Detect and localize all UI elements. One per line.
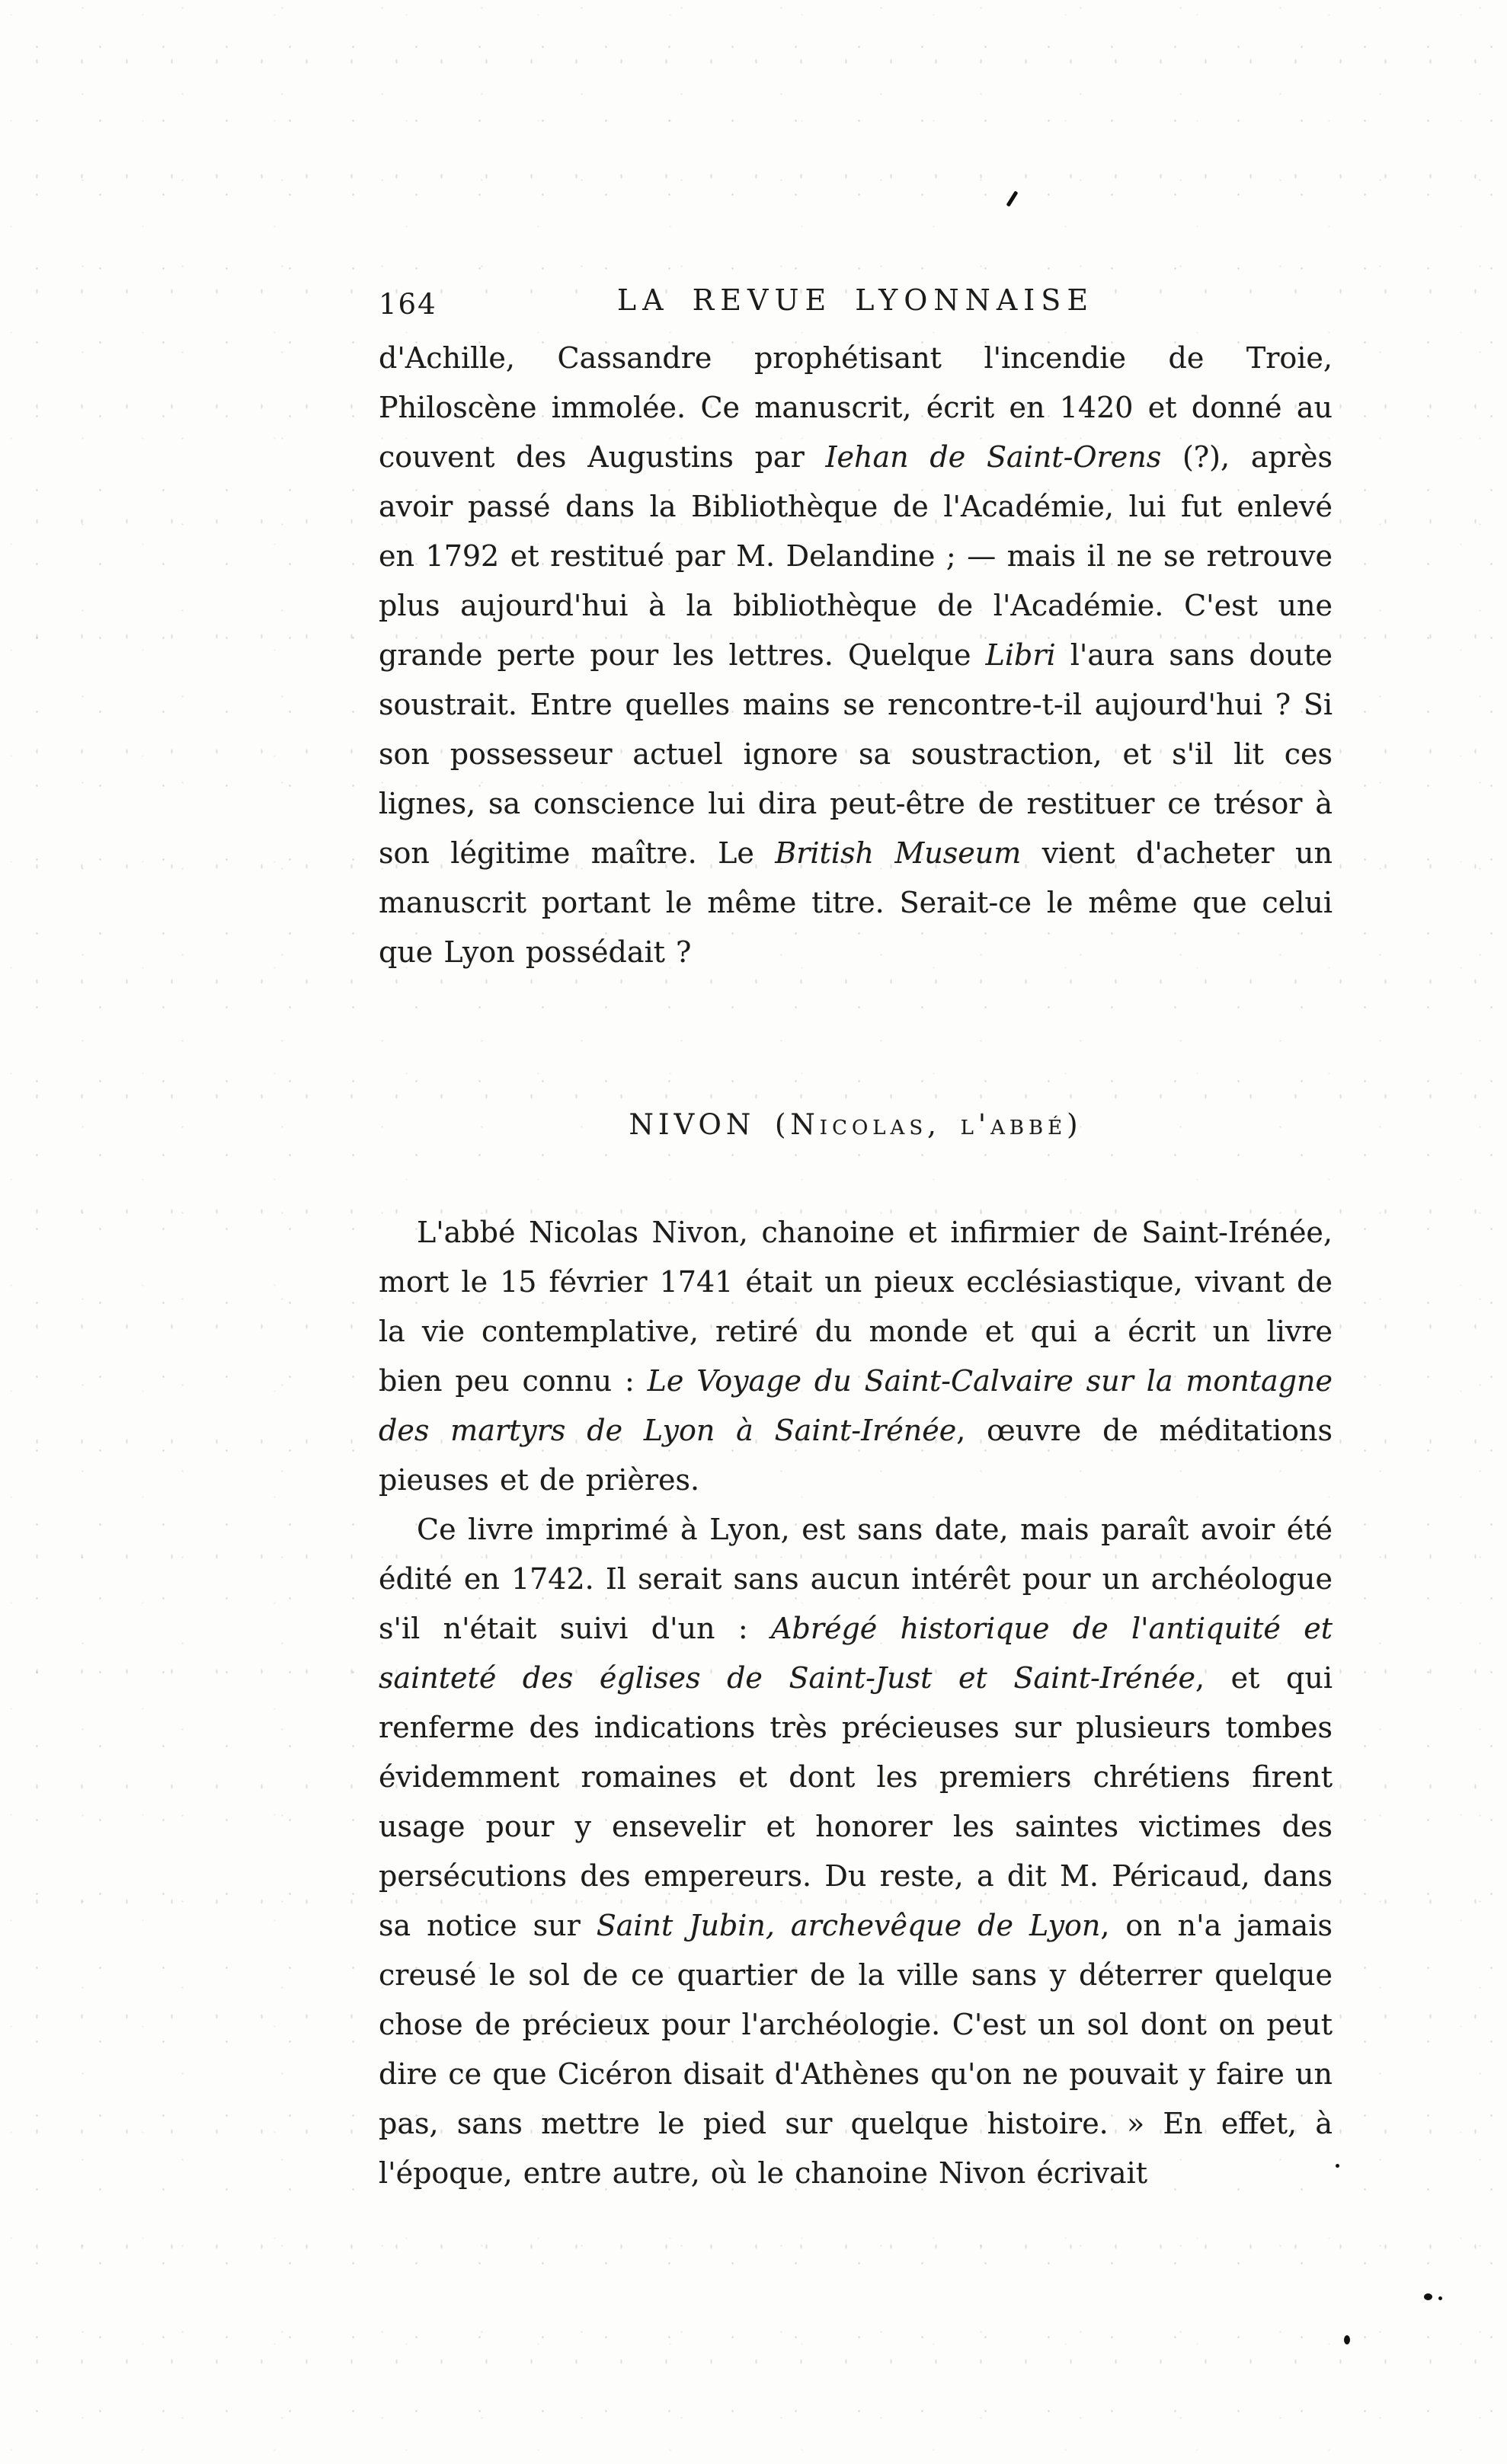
italic-run: Abrégé historique de l'antiquité et sainteté des églises de Saint-Just et Saint-Irénée <box>379 1612 1333 1695</box>
text-run: Ce livre imprimé à Lyon, est sans date, mais paraît avoir été édité en 1742. Il serait sans aucun intérêt pour un archéologue s'il n'était suivi d'un : <box>379 1513 1333 1645</box>
text-run: , on n'a jamais creusé le sol de ce quartier de la ville sans y déterrer quelque chose de précieux pour l'archéologie. C'est un sol dont on peut dire ce que Cicéron disait d'Athènes qu'on ne pouvait y faire un pas, sans mettre le pied sur quelque histoire. » En effet, à l'époque, entre autre, où le chanoine Nivon écrivait <box>379 1909 1333 2190</box>
text-run: , œuvre de méditations pieuses et de prières. <box>379 1414 1333 1497</box>
running-header <box>379 283 1333 323</box>
page-number: 164 <box>379 288 437 321</box>
text-run: (?), après avoir passé dans la Bibliothèque de l'Académie, lui fut enlevé en 1792 et restitué par M. Delandine ; — mais il ne se retrouve plus aujourd'hui à la bibliothèque de l'Académie. C'est une grande perte pour les lettres. Quelque <box>379 440 1333 672</box>
italic-run: Iehan de Saint-Orens <box>825 440 1162 474</box>
scan-scratch-mark <box>1006 190 1019 206</box>
ink-speck <box>1336 2164 1339 2168</box>
text-run: d'Achille, Cassandre prophétisant l'incendie de Troie, Philoscène immolée. Ce manuscrit, écrit en 1420 et donné au couvent des Augustins par <box>379 341 1333 474</box>
text-run: l'aura sans doute soustrait. Entre quelles mains se rencontre-t-il aujourd'hui ? Si son possesseur actuel ignore sa soustraction, et s'il lit ces lignes, sa conscience lui dira peut-être de restituer ce trésor à son légitime maître. Le <box>379 638 1333 870</box>
italic-run: Le Voyage du Saint-Calvaire sur la montagne des martyrs de Lyon à Saint-Irénée <box>379 1364 1333 1447</box>
text-run: L'abbé Nicolas Nivon, chanoine et infirmier de Saint-Irénée, mort le 15 février 1741 était un pieux ecclésiastique, vivant de la vie contemplative, retiré du monde et qui a écrit un livre bien peu connu : <box>379 1216 1333 1398</box>
ink-speck <box>1438 2296 1442 2300</box>
ink-speck <box>1424 2293 1432 2300</box>
text-run: , et qui renferme des indications très précieuses sur plusieurs tombes évidemment romaines et dont les premiers chrétiens firent usage pour y ensevelir et honorer les saintes victimes des persécutions des empereurs. Du reste, a dit M. Péricaud, dans sa notice sur <box>379 1661 1333 1942</box>
italic-run: Libri <box>985 638 1056 672</box>
text-column <box>379 334 1333 2198</box>
text-run: vient d'acheter un manuscrit portant le même titre. Serait-ce le même que celui que Lyon possédait ? <box>379 836 1333 969</box>
italic-run: British Museum <box>775 836 1022 870</box>
nivon-intro-paragraph <box>379 1208 1333 1505</box>
journal-title: LA REVUE LYONNAISE <box>616 283 1095 317</box>
section-heading-nivon: NIVON (Nicolas, l'abbé) <box>629 1108 1083 1141</box>
ink-speck <box>1344 2335 1350 2344</box>
nivon-book-paragraph <box>379 1505 1333 2198</box>
italic-run: Saint Jubin, archevêque de Lyon <box>596 1909 1101 1942</box>
manuscript-continuation-paragraph <box>379 334 1333 977</box>
